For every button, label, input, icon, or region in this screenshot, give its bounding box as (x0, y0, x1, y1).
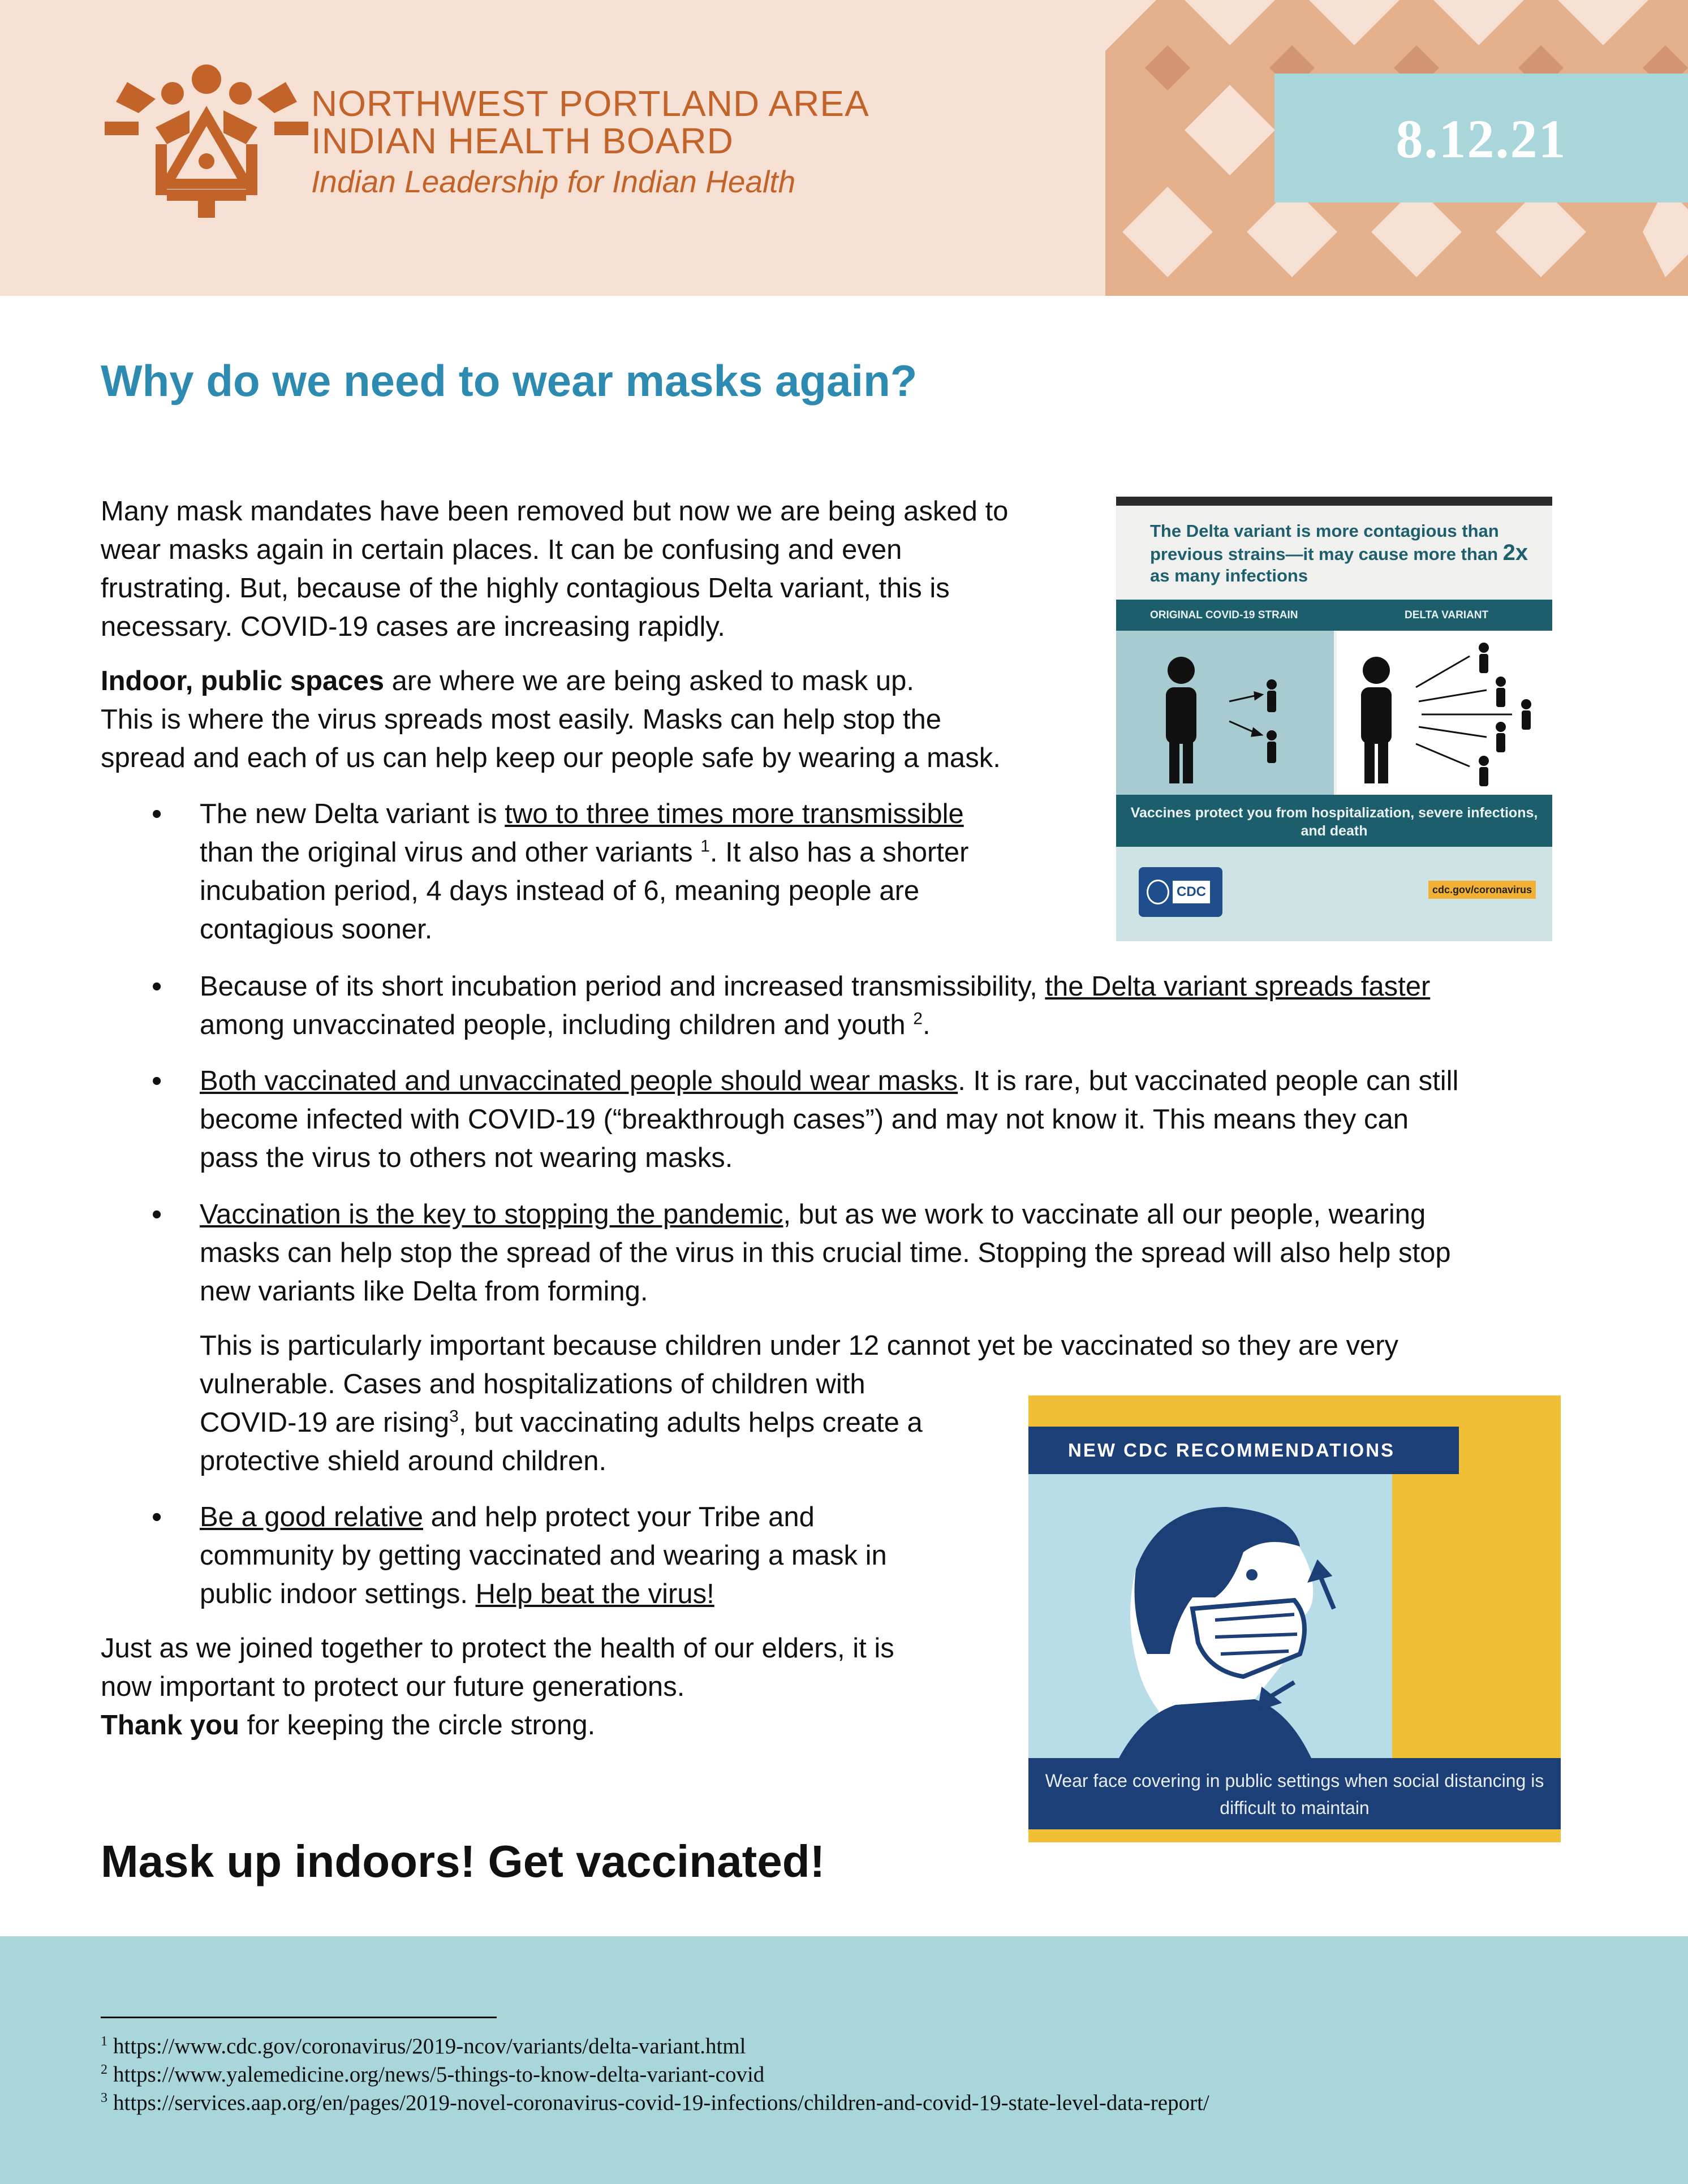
delta-variant-label: DELTA VARIANT (1405, 609, 1489, 621)
bullet-dot: • (152, 970, 162, 1003)
delta-head-post: as many infections (1150, 566, 1308, 585)
person-icon (1116, 631, 1334, 795)
thank-you-bold: Thank you (101, 1710, 240, 1741)
b3-line2: become infected with COVID-19 (“breakthrough cases”) and may not know it. This means they can (200, 1104, 1409, 1135)
page-header (0, 0, 1688, 296)
strain-labels-bar (1116, 600, 1552, 631)
original-strain-panel (1116, 631, 1334, 795)
delta-infographic (1116, 497, 1552, 941)
new-cdc-recommendations-tag: NEW CDC RECOMMENDATIONS (1028, 1427, 1459, 1474)
bullet-2 (200, 967, 1430, 1044)
children-line: protective shield around children. (200, 1446, 607, 1476)
b3-rest: . It is rare, but vaccinated people can still (958, 1066, 1459, 1096)
indoor-line: This is where the virus spreads most easily. Masks can help stop the (101, 704, 942, 735)
indoor-bold: Indoor, public spaces (101, 666, 385, 696)
b1-line2a: than the original virus and other variants (200, 837, 701, 868)
org-name-line2: INDIAN HEALTH BOARD (311, 120, 734, 161)
footnote-ref-2[interactable]: 2 (913, 1009, 923, 1028)
closing-line: now important to protect our future generations. (101, 1672, 685, 1702)
b4-line3: new variants like Delta from forming. (200, 1276, 648, 1307)
b5-line3a: public indoor settings. (200, 1579, 476, 1609)
original-strain-label: ORIGINAL COVID-19 STRAIN (1150, 609, 1298, 621)
org-tagline: Indian Leadership for Indian Health (311, 164, 796, 199)
intro-line: wear masks again in certain places. It can be confusing and even (101, 535, 902, 565)
b4-link[interactable]: Vaccination is the key to stopping the pandemic (200, 1199, 783, 1230)
masked-person-icon (1028, 1473, 1392, 1758)
npaihb-logo-icon (105, 59, 308, 218)
hhs-seal-icon (1147, 880, 1169, 904)
delta-headline (1150, 520, 1540, 587)
vaccines-protect-band: Vaccines protect you from hospitalization, severe infections, and death (1116, 795, 1552, 847)
footnote-ref-1[interactable]: 1 (700, 837, 710, 856)
closing-line: Just as we joined together to protect the health of our elders, it is (101, 1633, 894, 1664)
b1-line3: incubation period, 4 days instead of 6, meaning people are (200, 876, 920, 906)
bullet-4 (200, 1195, 1451, 1311)
cdc-recommendation-infographic (1028, 1395, 1561, 1842)
b5-line2: community by getting vaccinated and wearing a mask in (200, 1540, 887, 1571)
intro-line: frustrating. But, because of the highly contagious Delta variant, this is (101, 573, 950, 604)
bullet-dot: • (152, 1065, 162, 1097)
mask-illustration-panel (1028, 1473, 1392, 1758)
footnote-2 (101, 2062, 764, 2087)
bullet-1 (200, 795, 968, 949)
children-line3a: COVID-19 are rising (200, 1407, 450, 1438)
footnotes-footer (0, 1936, 1688, 2184)
footnote-1 (101, 2034, 746, 2059)
b2-pre: Because of its short incubation period and increased transmissibility, (200, 971, 1045, 1002)
delta-head-pre: The Delta variant is more contagious than previous strains—it may cause more than (1150, 521, 1503, 564)
cdc-url-tag[interactable]: cdc.gov/coronavirus (1428, 881, 1536, 899)
footnote-number: 3 (101, 2091, 107, 2105)
intro-paragraph (101, 492, 1008, 646)
footnote-ref-3[interactable]: 3 (449, 1407, 459, 1426)
org-name-line1: NORTHWEST PORTLAND AREA (311, 83, 869, 124)
date-badge (1274, 74, 1688, 203)
cdc-logo-text: CDC (1173, 881, 1210, 903)
closing-headline: Mask up indoors! Get vaccinated! (101, 1836, 825, 1886)
bullet-dot: • (152, 1198, 162, 1231)
footnote-number: 1 (101, 2034, 107, 2049)
delta-head-bold: 2x (1502, 540, 1528, 565)
b3-line3: pass the virus to others not wearing masks. (200, 1143, 733, 1173)
help-beat-link[interactable]: Help beat the virus! (475, 1579, 714, 1609)
b1-line4: contagious sooner. (200, 914, 433, 945)
footnote-url[interactable]: https://www.yalemedicine.org/news/5-things-to-know-delta-variant-covid (113, 2062, 765, 2087)
intro-line: necessary. COVID-19 cases are increasing rapidly. (101, 611, 725, 642)
children-line: vulnerable. Cases and hospitalizations of children with (200, 1369, 865, 1399)
b2-link[interactable]: the Delta variant spreads faster (1045, 971, 1431, 1002)
person-icon (1337, 631, 1552, 795)
page-title: Why do we need to wear masks again? (101, 356, 918, 406)
b2-end: . (922, 1010, 931, 1040)
indoor-paragraph (101, 662, 1001, 777)
b4-line2: masks can help stop the spread of the virus in this crucial time. Stopping the spread will also help stop (200, 1238, 1451, 1268)
b3-link[interactable]: Both vaccinated and unvaccinated people should wear masks (200, 1066, 958, 1096)
closing-rest: for keeping the circle strong. (239, 1710, 596, 1741)
b1-link[interactable]: two to three times more transmissible (505, 799, 964, 829)
b5-rest: and help protect your Tribe and (423, 1502, 815, 1532)
bullet-dot: • (152, 1501, 162, 1533)
b1-line2b: . It also has a shorter (709, 837, 969, 868)
b1-pre: The new Delta variant is (200, 799, 505, 829)
footnote-url[interactable]: https://services.aap.org/en/pages/2019-novel-coronavirus-covid-19-infections/children-and-covid-19-state-level-data-report/ (113, 2091, 1209, 2115)
bullet-3 (200, 1062, 1458, 1177)
footnote-url[interactable]: https://www.cdc.gov/coronavirus/2019-ncov/variants/delta-variant.html (113, 2034, 746, 2058)
footnote-rule (101, 2017, 497, 2018)
indoor-line: spread and each of us can help keep our people safe by wearing a mask. (101, 743, 1001, 773)
footnote-3 (101, 2090, 1209, 2116)
intro-line: Many mask mandates have been removed but now we are being asked to (101, 496, 1009, 527)
footnote-number: 2 (101, 2062, 107, 2077)
children-line: This is particularly important because children under 12 cannot yet be vaccinated so they are very (200, 1330, 1399, 1361)
children-line3b: , but vaccinating adults helps create a (458, 1407, 923, 1438)
b2-line2: among unvaccinated people, including children and youth (200, 1010, 914, 1040)
delta-variant-panel (1337, 631, 1552, 795)
delta-footer (1116, 847, 1552, 941)
cdc-logo-icon (1139, 867, 1222, 917)
face-covering-band: Wear face covering in public settings when social distancing is difficult to maintain (1028, 1758, 1561, 1829)
date-text: 8.12.21 (1396, 109, 1567, 169)
bullet-dot: • (152, 798, 162, 830)
b5-link[interactable]: Be a good relative (200, 1502, 423, 1532)
org-name (311, 85, 869, 204)
indoor-rest: are where we are being asked to mask up. (384, 666, 914, 696)
closing-paragraph (101, 1629, 894, 1744)
bullet-5 (200, 1498, 887, 1613)
b4-rest: , but as we work to vaccinate all our people, wearing (783, 1199, 1426, 1230)
